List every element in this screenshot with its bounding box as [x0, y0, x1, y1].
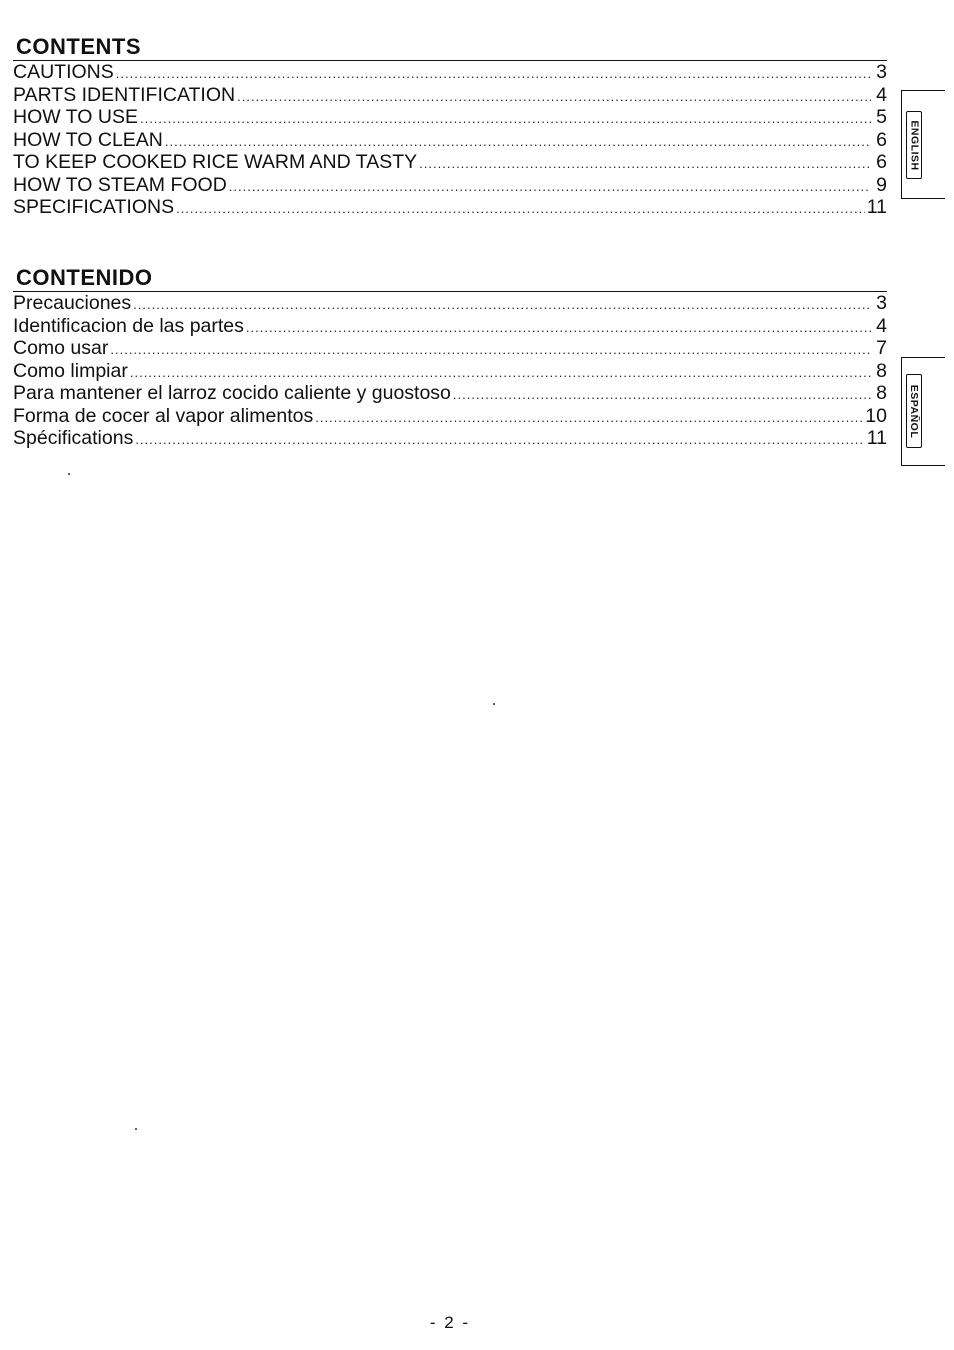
toc-item-label: PARTS IDENTIFICATION [13, 83, 236, 106]
toc-leader-dots [315, 407, 863, 428]
language-tab-spanish[interactable] [901, 357, 945, 466]
contents-section-spanish [13, 265, 887, 450]
scan-speck [493, 703, 495, 705]
toc-leader-dots [165, 131, 871, 152]
toc-leader-dots [116, 63, 871, 84]
toc-item-label: Como limpiar [13, 359, 128, 382]
contents-title: CONTENTS [13, 34, 887, 61]
toc-leader-dots [237, 86, 871, 107]
toc-item-label: Precauciones [13, 292, 132, 314]
toc-item-label: Para mantener el larroz cocido caliente y guostoso [13, 382, 451, 404]
toc-item-label: SPECIFICATIONS [13, 196, 175, 218]
language-tab-english[interactable] [901, 90, 945, 199]
toc-item-page: 8 [876, 382, 887, 404]
toc-item-label: HOW TO USE [13, 106, 138, 128]
toc-item-label: Como usar [13, 337, 109, 359]
language-tab-label-box [906, 374, 922, 448]
toc-item-page: 8 [876, 359, 887, 382]
toc-item-cocer-al-vapor[interactable] [13, 405, 887, 428]
toc-leader-dots [419, 153, 871, 174]
language-tab-label: ESPAÑOL [908, 384, 921, 438]
toc-leader-dots [453, 384, 871, 405]
toc-item-how-to-clean[interactable] [13, 129, 887, 152]
toc-item-page: 3 [876, 292, 887, 314]
toc-item-parts-identification[interactable] [13, 84, 887, 107]
toc-item-specifications-es[interactable] [13, 427, 887, 450]
toc-item-page: 6 [876, 128, 887, 151]
contents-section-english [13, 34, 887, 219]
toc-item-page: 4 [876, 314, 887, 337]
toc-item-page: 11 [866, 196, 887, 218]
toc-leader-dots [130, 362, 871, 383]
toc-leader-dots [229, 176, 871, 197]
toc-item-precauciones[interactable] [13, 292, 887, 315]
toc-item-label: TO KEEP COOKED RICE WARM AND TASTY [13, 151, 418, 173]
toc-item-page: 7 [876, 337, 887, 359]
toc-leader-dots [140, 108, 871, 129]
toc-item-page: 9 [876, 173, 887, 196]
toc-item-how-to-steam-food[interactable] [13, 174, 887, 197]
scan-speck [135, 1128, 137, 1130]
toc-item-label: Identificacion de las partes [13, 314, 244, 337]
toc-item-label: HOW TO STEAM FOOD [13, 173, 227, 196]
contents-list-english [13, 61, 887, 219]
toc-leader-dots [110, 339, 871, 360]
scan-speck [68, 473, 70, 475]
toc-leader-dots [135, 429, 864, 450]
toc-item-how-to-use[interactable] [13, 106, 887, 129]
toc-item-label: Forma de cocer al vapor alimentos [13, 404, 314, 427]
toc-item-keep-rice-warm[interactable] [13, 151, 887, 174]
page-number: - 2 - [429, 1313, 471, 1332]
toc-leader-dots [246, 317, 871, 338]
toc-item-label: Spécifications [13, 427, 134, 449]
toc-item-cautions[interactable] [13, 61, 887, 84]
toc-item-como-usar[interactable] [13, 337, 887, 360]
toc-leader-dots [133, 294, 871, 315]
toc-item-page: 3 [876, 61, 887, 83]
toc-item-identificacion-partes[interactable] [13, 315, 887, 338]
toc-item-page: 11 [866, 427, 887, 449]
toc-item-page: 4 [876, 83, 887, 106]
toc-item-mantener-arroz[interactable] [13, 382, 887, 405]
toc-item-page: 5 [876, 106, 887, 128]
language-tab-label-box [906, 111, 922, 179]
language-tab-label: ENGLISH [908, 119, 921, 171]
toc-item-label: CAUTIONS [13, 61, 114, 83]
toc-item-label: HOW TO CLEAN [13, 128, 163, 151]
contenido-title: CONTENIDO [13, 265, 887, 292]
toc-item-como-limpiar[interactable] [13, 360, 887, 383]
toc-item-specifications[interactable] [13, 196, 887, 219]
contents-list-spanish [13, 292, 887, 450]
toc-item-page: 10 [865, 404, 887, 427]
toc-leader-dots [176, 198, 865, 219]
toc-item-page: 6 [876, 151, 887, 173]
